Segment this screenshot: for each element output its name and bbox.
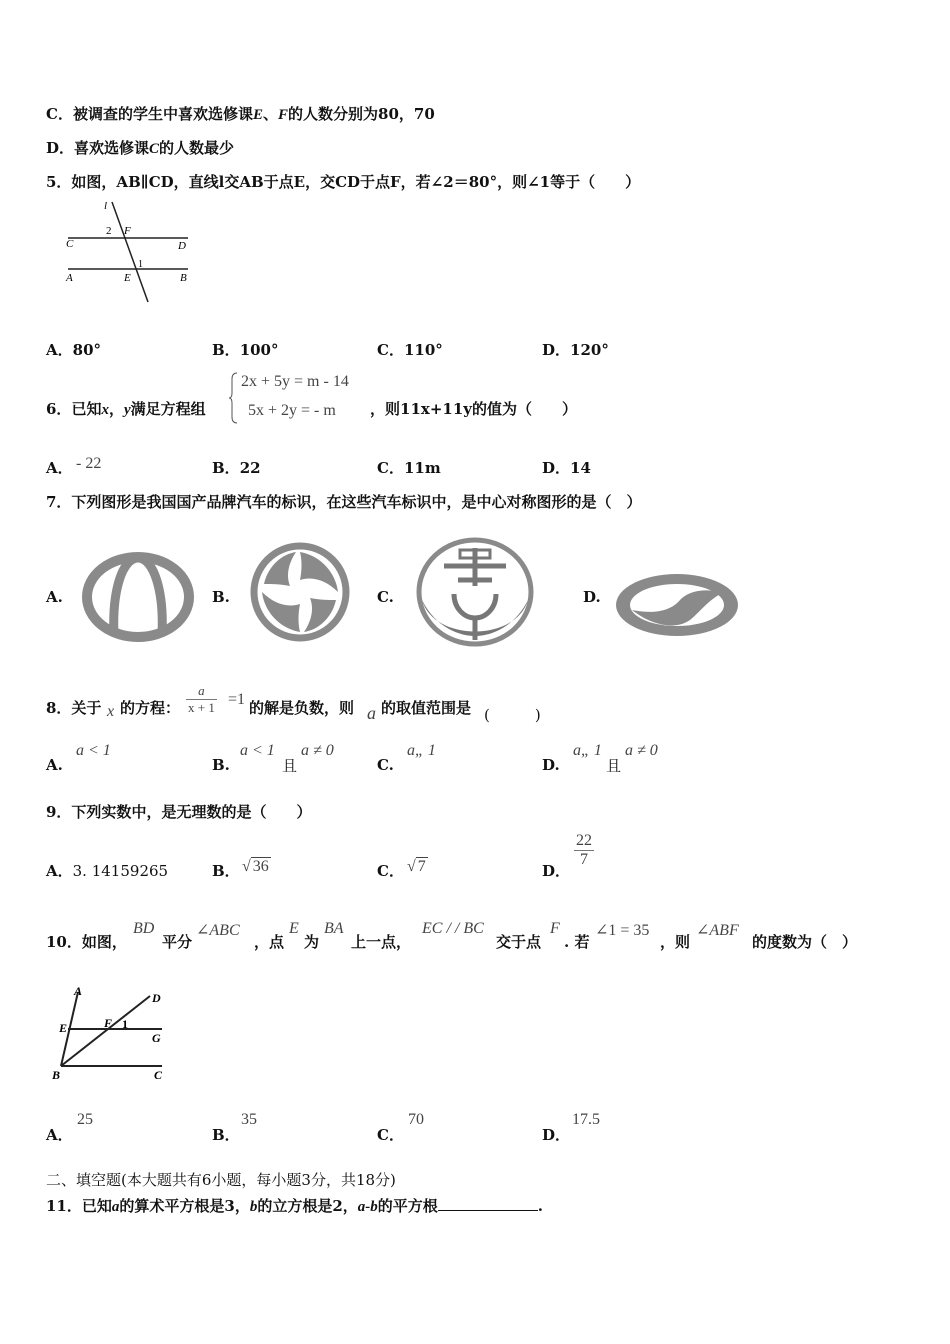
q6-stem-right: ，则11x+11y的值为（ ） bbox=[370, 400, 578, 418]
q5-figure bbox=[60, 198, 200, 306]
q4-option-d: D．喜欢选修课C的人数最少 bbox=[46, 139, 235, 157]
q10-option-d-value: 17.5 bbox=[572, 1111, 600, 1128]
q10-option-d: D． bbox=[542, 1126, 571, 1144]
q6-eq1: 2x + 5y = m - 14 bbox=[241, 373, 349, 390]
q6-option-a: A． bbox=[46, 459, 73, 477]
q10-t7: ，则 bbox=[660, 933, 691, 951]
logo-c bbox=[414, 536, 536, 648]
fig10-label-d: D bbox=[152, 991, 161, 1005]
q9-option-b: B． bbox=[212, 862, 240, 880]
q10-t2: ，点 bbox=[254, 933, 285, 951]
q10-t6: . 若 bbox=[564, 933, 590, 951]
logo-b bbox=[248, 540, 352, 644]
q7-option-d: D. bbox=[583, 588, 601, 606]
q5-stem: 5．如图，AB∥CD，直线l交AB于点E，交CD于点F，若∠2＝80°，则∠1等于（ ） bbox=[46, 173, 641, 191]
q6-option-d: D．14 bbox=[542, 459, 591, 477]
fig5-label-1: 1 bbox=[138, 259, 143, 270]
q10-ec-bc: EC / / BC bbox=[422, 920, 484, 937]
line-l bbox=[112, 202, 148, 302]
q8-option-a: A. bbox=[46, 756, 63, 774]
q10-angle: ∠1 = 35 bbox=[595, 922, 650, 939]
q8-var-a: a bbox=[367, 703, 376, 723]
q5-option-a: A．80° bbox=[46, 341, 102, 359]
q8-option-a-math: a < 1 bbox=[76, 742, 111, 759]
q6-brace bbox=[229, 371, 239, 425]
q10-figure bbox=[52, 982, 176, 1084]
q8-eq: =1 bbox=[228, 691, 246, 708]
q10-t4: 上一点， bbox=[351, 933, 412, 951]
q8-option-b-extra: a ≠ 0 bbox=[301, 742, 334, 759]
q8-option-b-math: a < 1 bbox=[240, 742, 275, 759]
q10-t5: 交于点 bbox=[496, 933, 542, 951]
q9-stem: 9．下列实数中，是无理数的是（ ） bbox=[46, 803, 312, 821]
q8-stem-post: 的解是负数，则 bbox=[249, 699, 355, 717]
q10-option-c: C． bbox=[377, 1126, 404, 1144]
q7-option-b: B. bbox=[212, 588, 230, 606]
fig10-label-f: F bbox=[104, 1016, 113, 1030]
q10-option-b: B． bbox=[212, 1126, 240, 1144]
fig10-label-c: C bbox=[154, 1068, 163, 1082]
q8-fraction: $\frac{a}{x + 1}$ bbox=[188, 683, 215, 715]
q8-option-b-and: 且 bbox=[282, 757, 298, 775]
q10-option-a-value: 25 bbox=[77, 1111, 93, 1128]
fig5-label-c: C bbox=[66, 238, 74, 250]
fig5-label-2: 2 bbox=[106, 225, 112, 237]
fig10-label-e: E bbox=[59, 1021, 68, 1035]
q10-e: E bbox=[289, 920, 299, 937]
q10-ba: BA bbox=[324, 920, 344, 937]
q10-bd: BD bbox=[133, 920, 155, 937]
q8-stem-start: 8．关于 bbox=[46, 699, 102, 717]
q8-option-c: C. bbox=[377, 756, 394, 774]
q5-option-d: D．120° bbox=[542, 341, 609, 359]
q8-paren: ( ) bbox=[484, 706, 541, 724]
q10-option-b-value: 35 bbox=[241, 1111, 257, 1128]
fig5-label-e: E bbox=[124, 272, 131, 284]
q8-option-d-and: 且 bbox=[606, 757, 622, 775]
q9-option-c: C． bbox=[377, 862, 404, 880]
q8-option-d-extra: a ≠ 0 bbox=[625, 742, 658, 759]
q6-option-b: B．22 bbox=[212, 459, 261, 477]
q9-option-b-sqrt: √ 36 bbox=[242, 858, 269, 875]
q10-abc: ∠ABC bbox=[196, 922, 240, 939]
q9-option-c-sqrt: √ 7 bbox=[407, 858, 426, 875]
q7-option-c: C. bbox=[377, 588, 394, 606]
fig5-label-a: A bbox=[66, 272, 73, 284]
q6-option-a-value: - 22 bbox=[76, 455, 102, 472]
fig5-label-f: F bbox=[124, 225, 131, 237]
q8-option-d-math: a„ 1 bbox=[573, 742, 602, 759]
q6-stem-left: 6．已知x，y满足方程组 bbox=[46, 400, 206, 418]
q10-option-c-value: 70 bbox=[408, 1111, 424, 1128]
q9-option-d: D． bbox=[542, 862, 571, 880]
q5-option-b: B．100° bbox=[212, 341, 279, 359]
q8-option-c-math: a„ 1 bbox=[407, 742, 436, 759]
fig5-label-l: l bbox=[104, 200, 108, 212]
q8-option-b: B. bbox=[212, 756, 230, 774]
q10-f: F bbox=[550, 920, 560, 937]
q10-t3: 为 bbox=[304, 933, 320, 951]
q6-option-c: C．11m bbox=[377, 459, 441, 477]
q9-option-a: A．3. 14159265 bbox=[46, 862, 169, 880]
q10-abf: ∠ABF bbox=[696, 922, 739, 939]
q10-option-a: A． bbox=[46, 1126, 73, 1144]
fig10-label-b: B bbox=[52, 1068, 61, 1082]
q4-option-c: C．被调查的学生中喜欢选修课E、F的人数分别为80，70 bbox=[46, 105, 435, 123]
fig10-label-1: 1 bbox=[122, 1017, 128, 1031]
q11-answer-blank[interactable] bbox=[438, 1196, 538, 1211]
fig10-label-g: G bbox=[152, 1031, 161, 1045]
q10-num: 10．如图， bbox=[46, 933, 127, 951]
q5-option-c: C．110° bbox=[377, 341, 443, 359]
q6-eq2: 5x + 2y = - m bbox=[248, 402, 336, 419]
q7-stem: 7．下列图形是我国国产品牌汽车的标识，在这些汽车标识中，是中心对称图形的是（ ） bbox=[46, 493, 642, 511]
q7-option-a: A. bbox=[46, 588, 63, 606]
q10-t1: 平分 bbox=[162, 933, 193, 951]
fig5-label-d: D bbox=[178, 240, 186, 252]
q11: 11．已知a的算术平方根是3，b的立方根是2，a-b的平方根 . bbox=[46, 1197, 544, 1215]
fig5-label-b: B bbox=[180, 272, 187, 284]
logo-a bbox=[82, 552, 194, 642]
fig10-label-a: A bbox=[74, 984, 83, 998]
q8-stem-post2: 的取值范围是 bbox=[381, 699, 472, 717]
q8-stem-mid: 的方程： bbox=[120, 699, 181, 717]
q9-option-d-fraction: $\frac{22}{7}$ bbox=[576, 832, 592, 868]
q8-var-x: x bbox=[107, 703, 115, 720]
q8-option-d: D. bbox=[542, 756, 560, 774]
logo-d bbox=[612, 570, 742, 640]
q10-t8: 的度数为（ ） bbox=[752, 933, 858, 951]
section-2-title: 二、填空题(本大题共有6小题，每小题3分，共18分) bbox=[46, 1171, 396, 1189]
